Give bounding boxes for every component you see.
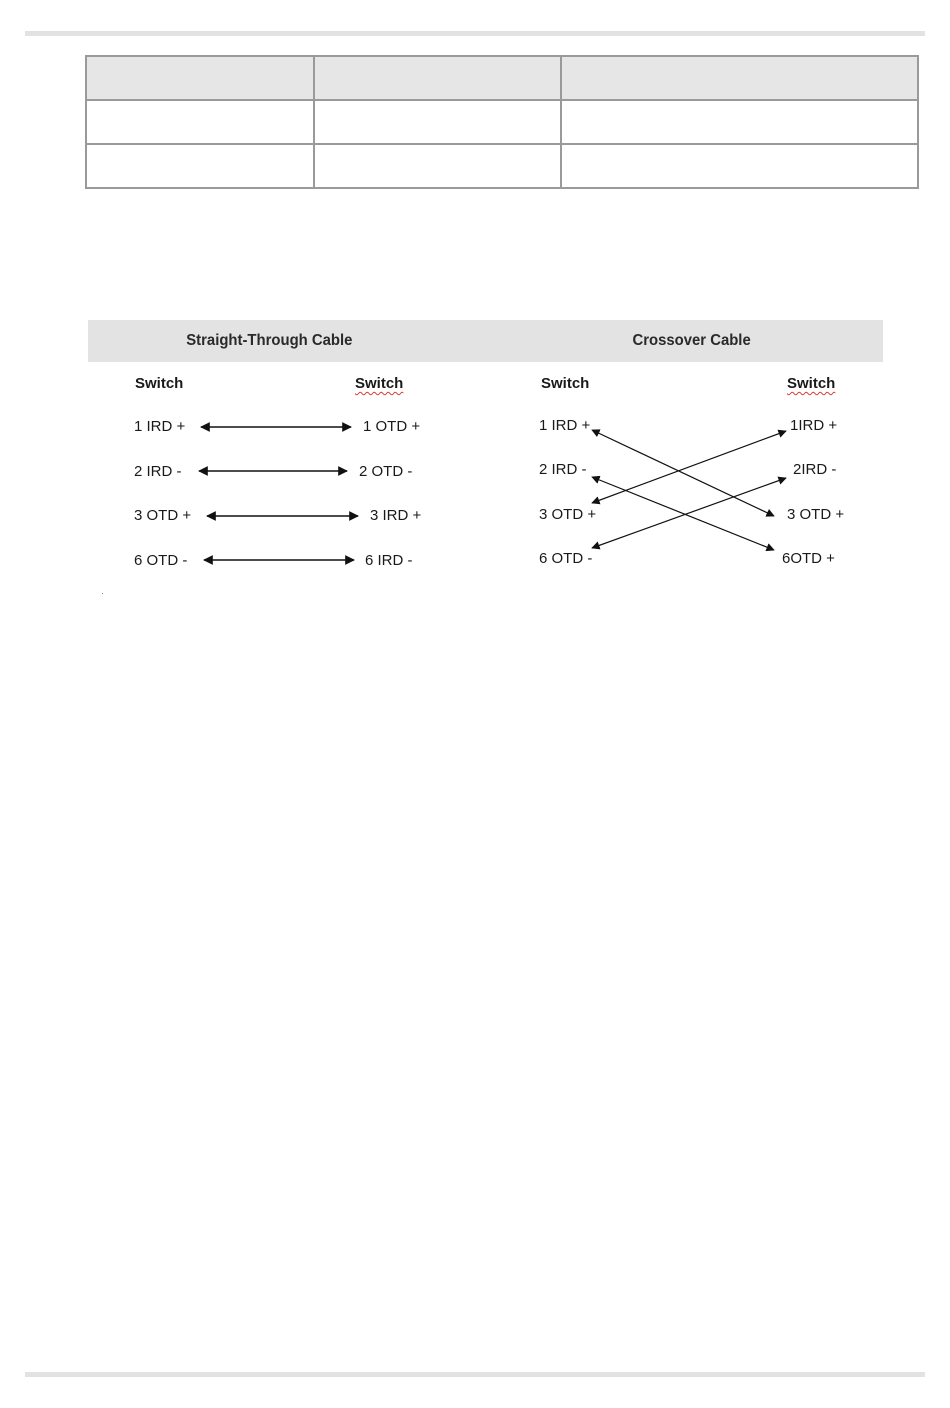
table-cell [314, 144, 560, 188]
footer-rule [25, 1372, 925, 1377]
crossover-wire-1-3 [592, 430, 774, 516]
straight-right-pin-4: 6 IRD - [365, 552, 413, 569]
table-cell [86, 144, 314, 188]
table-row [86, 100, 918, 144]
straight-left-pin-2: 2 IRD - [134, 463, 182, 480]
table-row [86, 144, 918, 188]
crossover-left-switch-label: Switch [541, 375, 590, 392]
table-cell [561, 100, 918, 144]
crossover-wire-3-1 [592, 431, 786, 503]
straight-left-pin-4: 6 OTD - [134, 552, 188, 569]
table-header-row [86, 56, 918, 100]
straight-through-title: Straight-Through Cable [186, 332, 353, 349]
stray-dot [102, 593, 103, 594]
cable-wiring-figure [88, 320, 883, 590]
straight-left-pin-3: 3 OTD + [134, 507, 192, 524]
crossover-left-pin-3: 3 OTD + [539, 506, 597, 523]
crossover-left-pin-1: 1 IRD + [539, 417, 591, 434]
table-cell [314, 100, 560, 144]
table-cell [86, 100, 314, 144]
crossover-right-pin-3: 3 OTD + [787, 506, 845, 523]
crossover-wire-2-6 [592, 477, 774, 550]
crossover-right-pin-1: 1IRD + [790, 417, 838, 434]
crossover-left-pin-2: 2 IRD - [539, 461, 587, 478]
wiring-diagram [88, 320, 883, 590]
straight-right-switch-label: Switch [355, 375, 404, 392]
straight-right-pin-3: 3 IRD + [370, 507, 422, 524]
crossover-left-pin-4: 6 OTD - [539, 550, 593, 567]
crossover-right-pin-4: 6OTD + [782, 550, 835, 567]
straight-left-switch-label: Switch [135, 375, 184, 392]
straight-left-pin-1: 1 IRD + [134, 418, 186, 435]
crossover-right-pin-2: 2IRD - [793, 461, 837, 478]
table-header-cell [561, 56, 918, 100]
crossover-title: Crossover Cable [632, 332, 751, 349]
header-rule [25, 31, 925, 36]
crossover-right-switch-label: Switch [787, 375, 836, 392]
pin-table [85, 55, 919, 189]
table-header-cell [314, 56, 560, 100]
straight-right-pin-2: 2 OTD - [359, 463, 413, 480]
table-cell [561, 144, 918, 188]
table-header-cell [86, 56, 314, 100]
straight-right-pin-1: 1 OTD + [363, 418, 421, 435]
